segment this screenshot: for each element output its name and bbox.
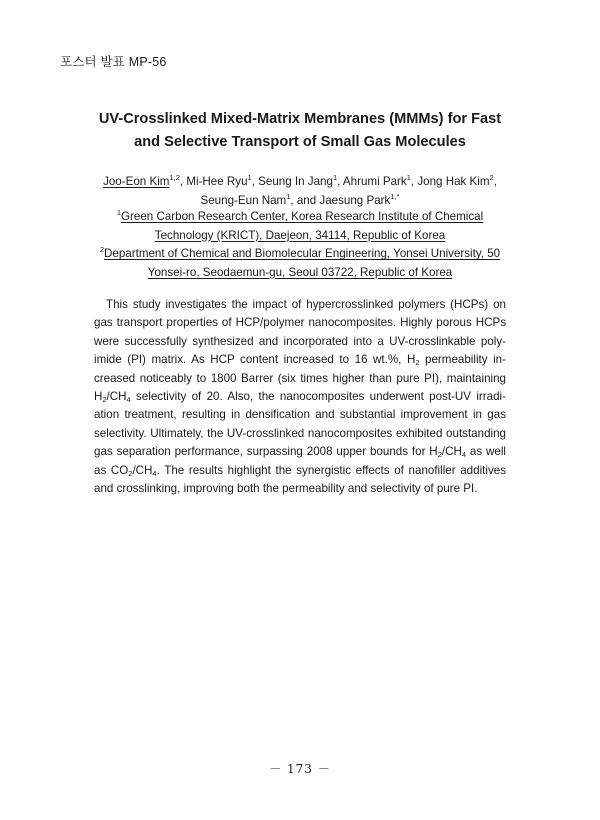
author-affiliation-marker: 2 [489, 173, 494, 182]
abstract-text: /CH [106, 390, 127, 404]
affiliation-text: Department of Chemical and Biomolecular Engineering, Yonsei University, 50 [104, 247, 501, 260]
author-affiliation-marker: 1 [332, 173, 338, 182]
affiliation-text: Yonsei-ro, Seodaemun-gu, Seoul 03722, Republic of Korea [147, 265, 453, 279]
subscript: 2 [128, 468, 133, 478]
abstract [94, 296, 506, 498]
author-separator: , [179, 175, 187, 188]
author-separator: , [251, 175, 259, 188]
author-affiliation-marker: 1 [286, 192, 291, 201]
affiliation-text: Green Carbon Research Center, Korea Research Institute of Chemical [121, 210, 484, 223]
author-separator: , and [290, 194, 320, 207]
subscript: 2 [415, 358, 420, 368]
author-affiliation-marker: 1,2 [169, 173, 180, 182]
paper-title [80, 108, 520, 154]
author-separator: , [337, 175, 343, 188]
author-affiliation-marker: 1 [247, 173, 252, 182]
abstract-text: permeability increased noticeably to 1800 Barrer (six times higher than pure PI), maintaining H [94, 353, 506, 404]
affiliation-marker: 2 [99, 245, 105, 254]
subscript: 4 [461, 450, 466, 460]
author-affiliation-marker: 1,* [390, 192, 400, 201]
affiliation-marker: 1 [116, 208, 121, 217]
subscript: 4 [126, 395, 131, 405]
title-line-2: and Selective Transport of Small Gas Molecules [134, 134, 466, 150]
affiliation-list [70, 208, 530, 282]
abstract-paragraph [94, 296, 506, 498]
author-affiliation-marker: 1 [406, 173, 411, 182]
affiliation-text: Technology (KRICT), Daejeon, 34114, Republic of Korea [154, 228, 446, 242]
author-name: Seung In Jang [258, 175, 333, 188]
subscript: 4 [152, 468, 157, 478]
abstract-text: /CH [132, 463, 153, 477]
abstract-text: /CH [441, 445, 462, 459]
author-name: Seung-Eun Nam [200, 194, 287, 207]
subscript: 2 [437, 450, 442, 460]
author-name: Mi-Hee Ryu [186, 175, 248, 188]
abstract-text: selectivity of 20. Also, the nanocomposites underwent post-UV irradiation treatment, resulting in densification and substantial improvement in gas selectivity. Ultimately, the UV-crosslinked nanocomposites exhibited outstanding gas separation performance, surpassing 2008 upper bounds for H [94, 390, 506, 459]
author-name: Joo-Eon Kim [103, 175, 170, 188]
author-name: Ahrumi Park [342, 175, 407, 188]
title-line-1: UV-Crosslinked Mixed-Matrix Membranes (MMMs) for Fast [98, 111, 502, 127]
abstract-text: . The results highlight the synergistic effects of nanofiller additives and crosslinking, improving both the permeability and selectivity of pure PI. [94, 463, 506, 496]
author-line-1 [70, 172, 530, 191]
author-separator: , [410, 175, 418, 188]
subscript: 2 [102, 395, 107, 405]
author-name: Jong Hak Kim [417, 175, 490, 188]
abstract-text: This study investigates the impact of hypercrosslinked polymers (HCPs) on gas transport properties of HCP/polymer nanocomposites. Highly porous HCPs were successfully synthesized and incorporated into a UV-crosslinkable polyimide (PI) matrix. As HCP content increased to 16 wt.%, H [94, 298, 506, 367]
session-label: 포스터 발표 MP-56 [60, 55, 167, 69]
affiliation-1 [70, 208, 530, 245]
author-name: Jaesung Park [319, 194, 391, 207]
page-number: － 173 － [269, 762, 331, 776]
affiliation-2 [70, 245, 530, 282]
abstract-text: as well as CO [94, 445, 506, 477]
author-separator: , [493, 175, 497, 188]
author-list [70, 172, 530, 210]
